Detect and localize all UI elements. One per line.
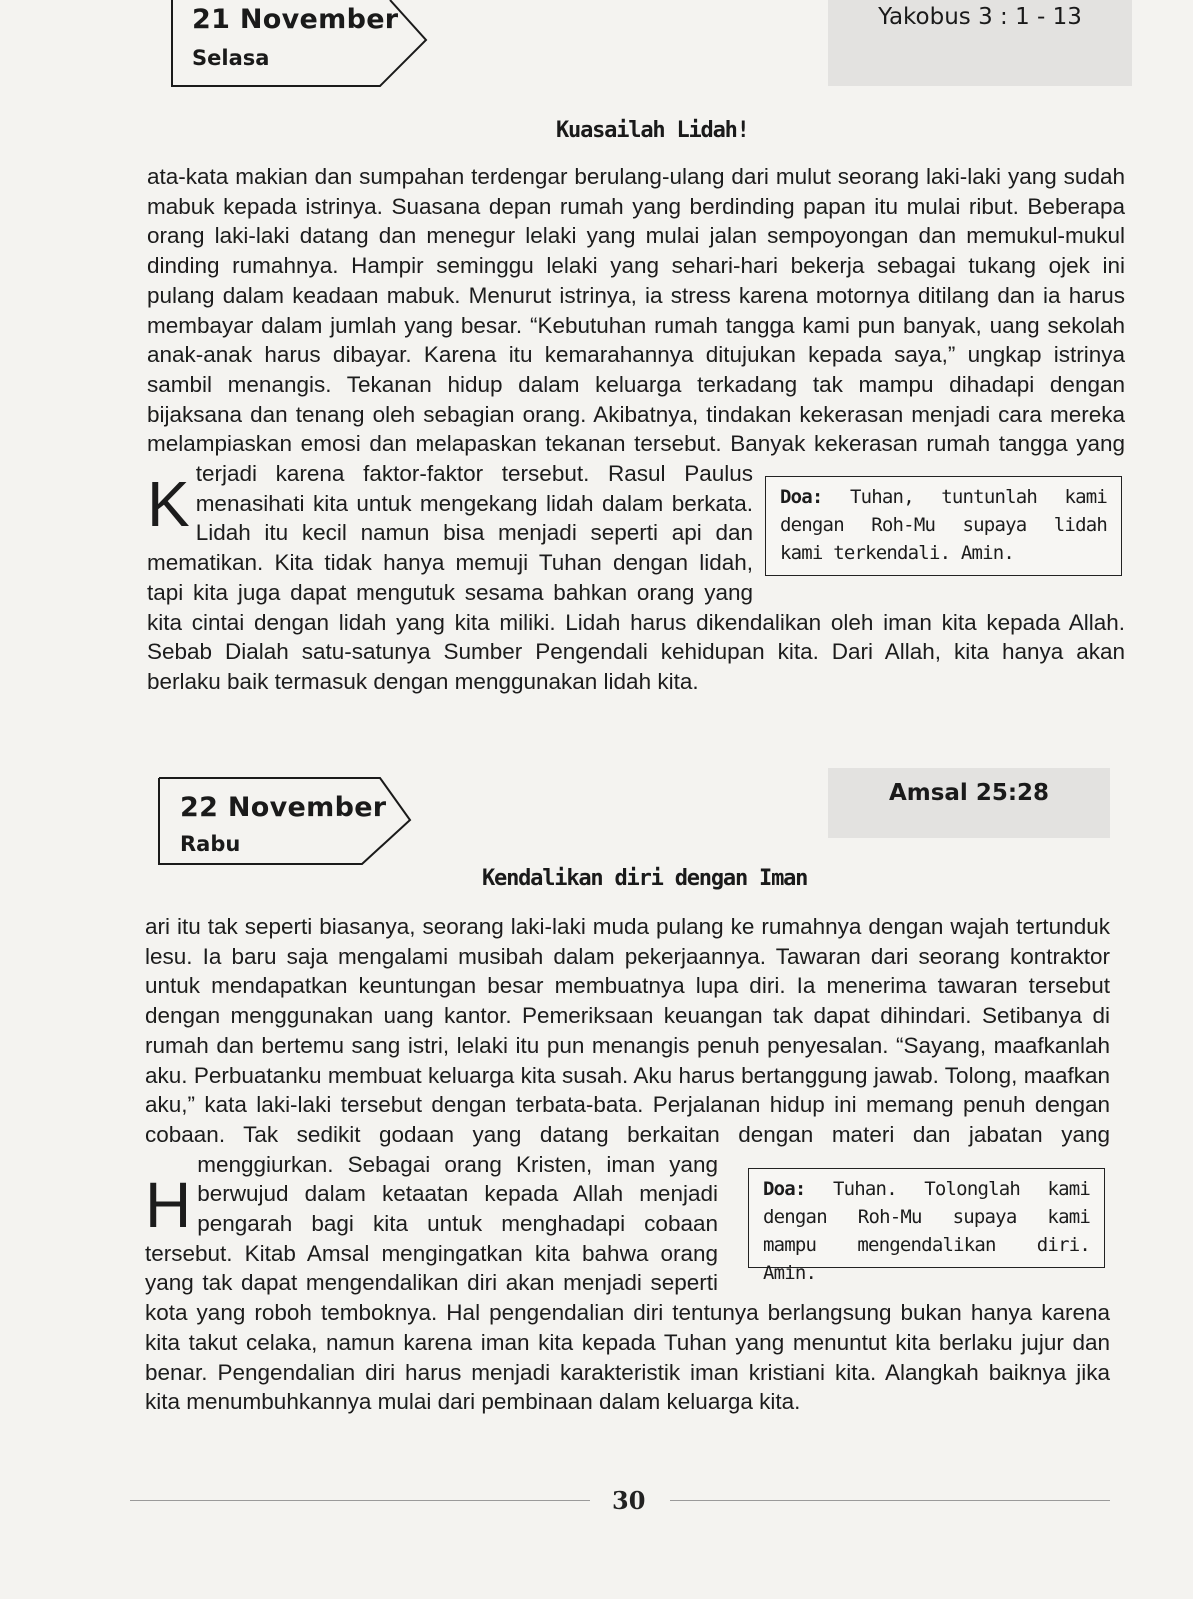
entry-date: 22 November: [180, 792, 387, 823]
entry-day: Selasa: [192, 46, 270, 70]
prayer-box: [748, 1168, 1105, 1284]
drop-cap: H: [145, 1169, 192, 1241]
prayer-text: Tuhan. Tolonglah kami dengan Roh-Mu supaya kami mampu mengendalikan diri. Amin.: [763, 1178, 1091, 1284]
entry-body: [145, 912, 1110, 1417]
entry-day: Rabu: [180, 832, 241, 856]
entry-body-text: ata-kata makian dan sumpahan terdengar berulang-ulang dari mulut seorang laki-laki yang sudah mabuk kepada istrinya. Suasana depan rumah yang berdinding papan itu mulai ribut. Beberapa orang laki-laki datang dan menegur lelaki yang mulai jalan sempoyongan dan memukul-mukul dinding rumahnya. Hampir seminggu lelaki yang sehari-hari bekerja sebagai tukang ojek ini pulang dalam keadaan mabuk. Menurut istrinya, ia stress karena motornya ditilang dan ia harus membayar dalam jumlah yang besar. “Kebutuhan rumah tangga kami pun banyak, uang sekolah anak-anak harus dibayar. Karena itu kemarahannya ditujukan kepada saya,” ungkap istrinya sambil menangis. Tekanan hidup dalam keluarga terkadang tak mampu dihadapi dengan bijaksana dan tenang oleh sebagian orang. Akibatnya, tindakan kekerasan menjadi cara mereka melampiaskan emosi dan melapaskan tekanan tersebut. Banyak kekerasan rumah tangga yang terjadi karena faktor-faktor tersebut. Rasul Paulus menasihati kita untuk mengekang lidah dalam berkata. Lidah itu kecil namun bisa menjadi seperti api dan mematikan. Kita tidak hanya memuji Tuhan dengan lidah, tapi kita juga dapat mengutuk sesama bahkan orang yang kita cintai dengan lidah yang kita miliki. Lidah harus dikendalikan oleh iman kita kepada Allah. Sebab Dialah satu-satunya Sumber Pengendali kehidupan kita. Dari Allah, kita hanya akan berlaku baik termasuk dengan menggunakan lidah kita.: [147, 164, 1125, 694]
entry-title: Kuasailah Lidah!: [556, 118, 749, 143]
scripture-reference: Amsal 25:28: [828, 768, 1110, 838]
prayer-box: [765, 476, 1122, 576]
entry-body-text: ari itu tak seperti biasanya, seorang laki-laki muda pulang ke rumahnya dengan wajah tertunduk lesu. Ia baru saja mengalami musibah dalam pekerjaannya. Tawaran dari seorang kontraktor untuk mendapatkan keuntungan besar membuatnya lupa diri. Ia menerima tawaran tersebut dengan menggunakan uang kantor. Pemeriksaan keuangan tak dapat dihindari. Setibanya di rumah dan bertemu sang istri, lelaki itu pun menangis penuh penyesalan. “Sayang, maafkanlah aku. Perbuatanku membuat keluarga kita susah. Aku harus bertanggung jawab. Tolong, maafkan aku,” kata laki-laki tersebut dengan terbata-bata. Perjalanan hidup ini memang penuh dengan cobaan. Tak sedikit godaan yang datang berkaitan dengan materi dan jabatan yang menggiurkan. Sebagai orang Kristen, iman yang berwujud dalam ketaatan kepada Allah menjadi pengarah bagi kita untuk menghadapi cobaan tersebut. Kitab Amsal mengingatkan kita bahwa orang yang tak dapat mengendalikan diri akan menjadi seperti kota yang roboh temboknya. Hal pengendalian diri tentunya berlangsung bukan hanya karena kita takut celaka, namun karena iman kita kepada Tuhan yang menuntut kita berlaku jujur dan benar. Pengendalian diri harus menjadi karakteristik iman kristiani kita. Alangkah baiknya jika kita menumbuhkannya mulai dari pembinaan dalam keluarga kita.: [145, 914, 1110, 1415]
footer-rule-left: [130, 1500, 590, 1501]
scripture-reference: Yakobus 3 : 1 - 13: [828, 0, 1132, 86]
prayer-text: Tuhan, tuntunlah kami dengan Roh-Mu supaya lidah kami terkendali. Amin.: [780, 486, 1108, 564]
page-number: 30: [612, 1486, 646, 1515]
prayer-label: Doa:: [763, 1178, 806, 1200]
entry-body: [147, 162, 1125, 697]
date-tag-2: [156, 774, 426, 868]
entry-date: 21 November: [192, 4, 399, 35]
footer-rule-right: [670, 1500, 1110, 1501]
entry-title: Kendalikan diri dengan Iman: [482, 866, 808, 891]
drop-cap: K: [147, 468, 190, 540]
prayer-label: Doa:: [780, 486, 823, 508]
date-tag-1: [168, 0, 438, 92]
